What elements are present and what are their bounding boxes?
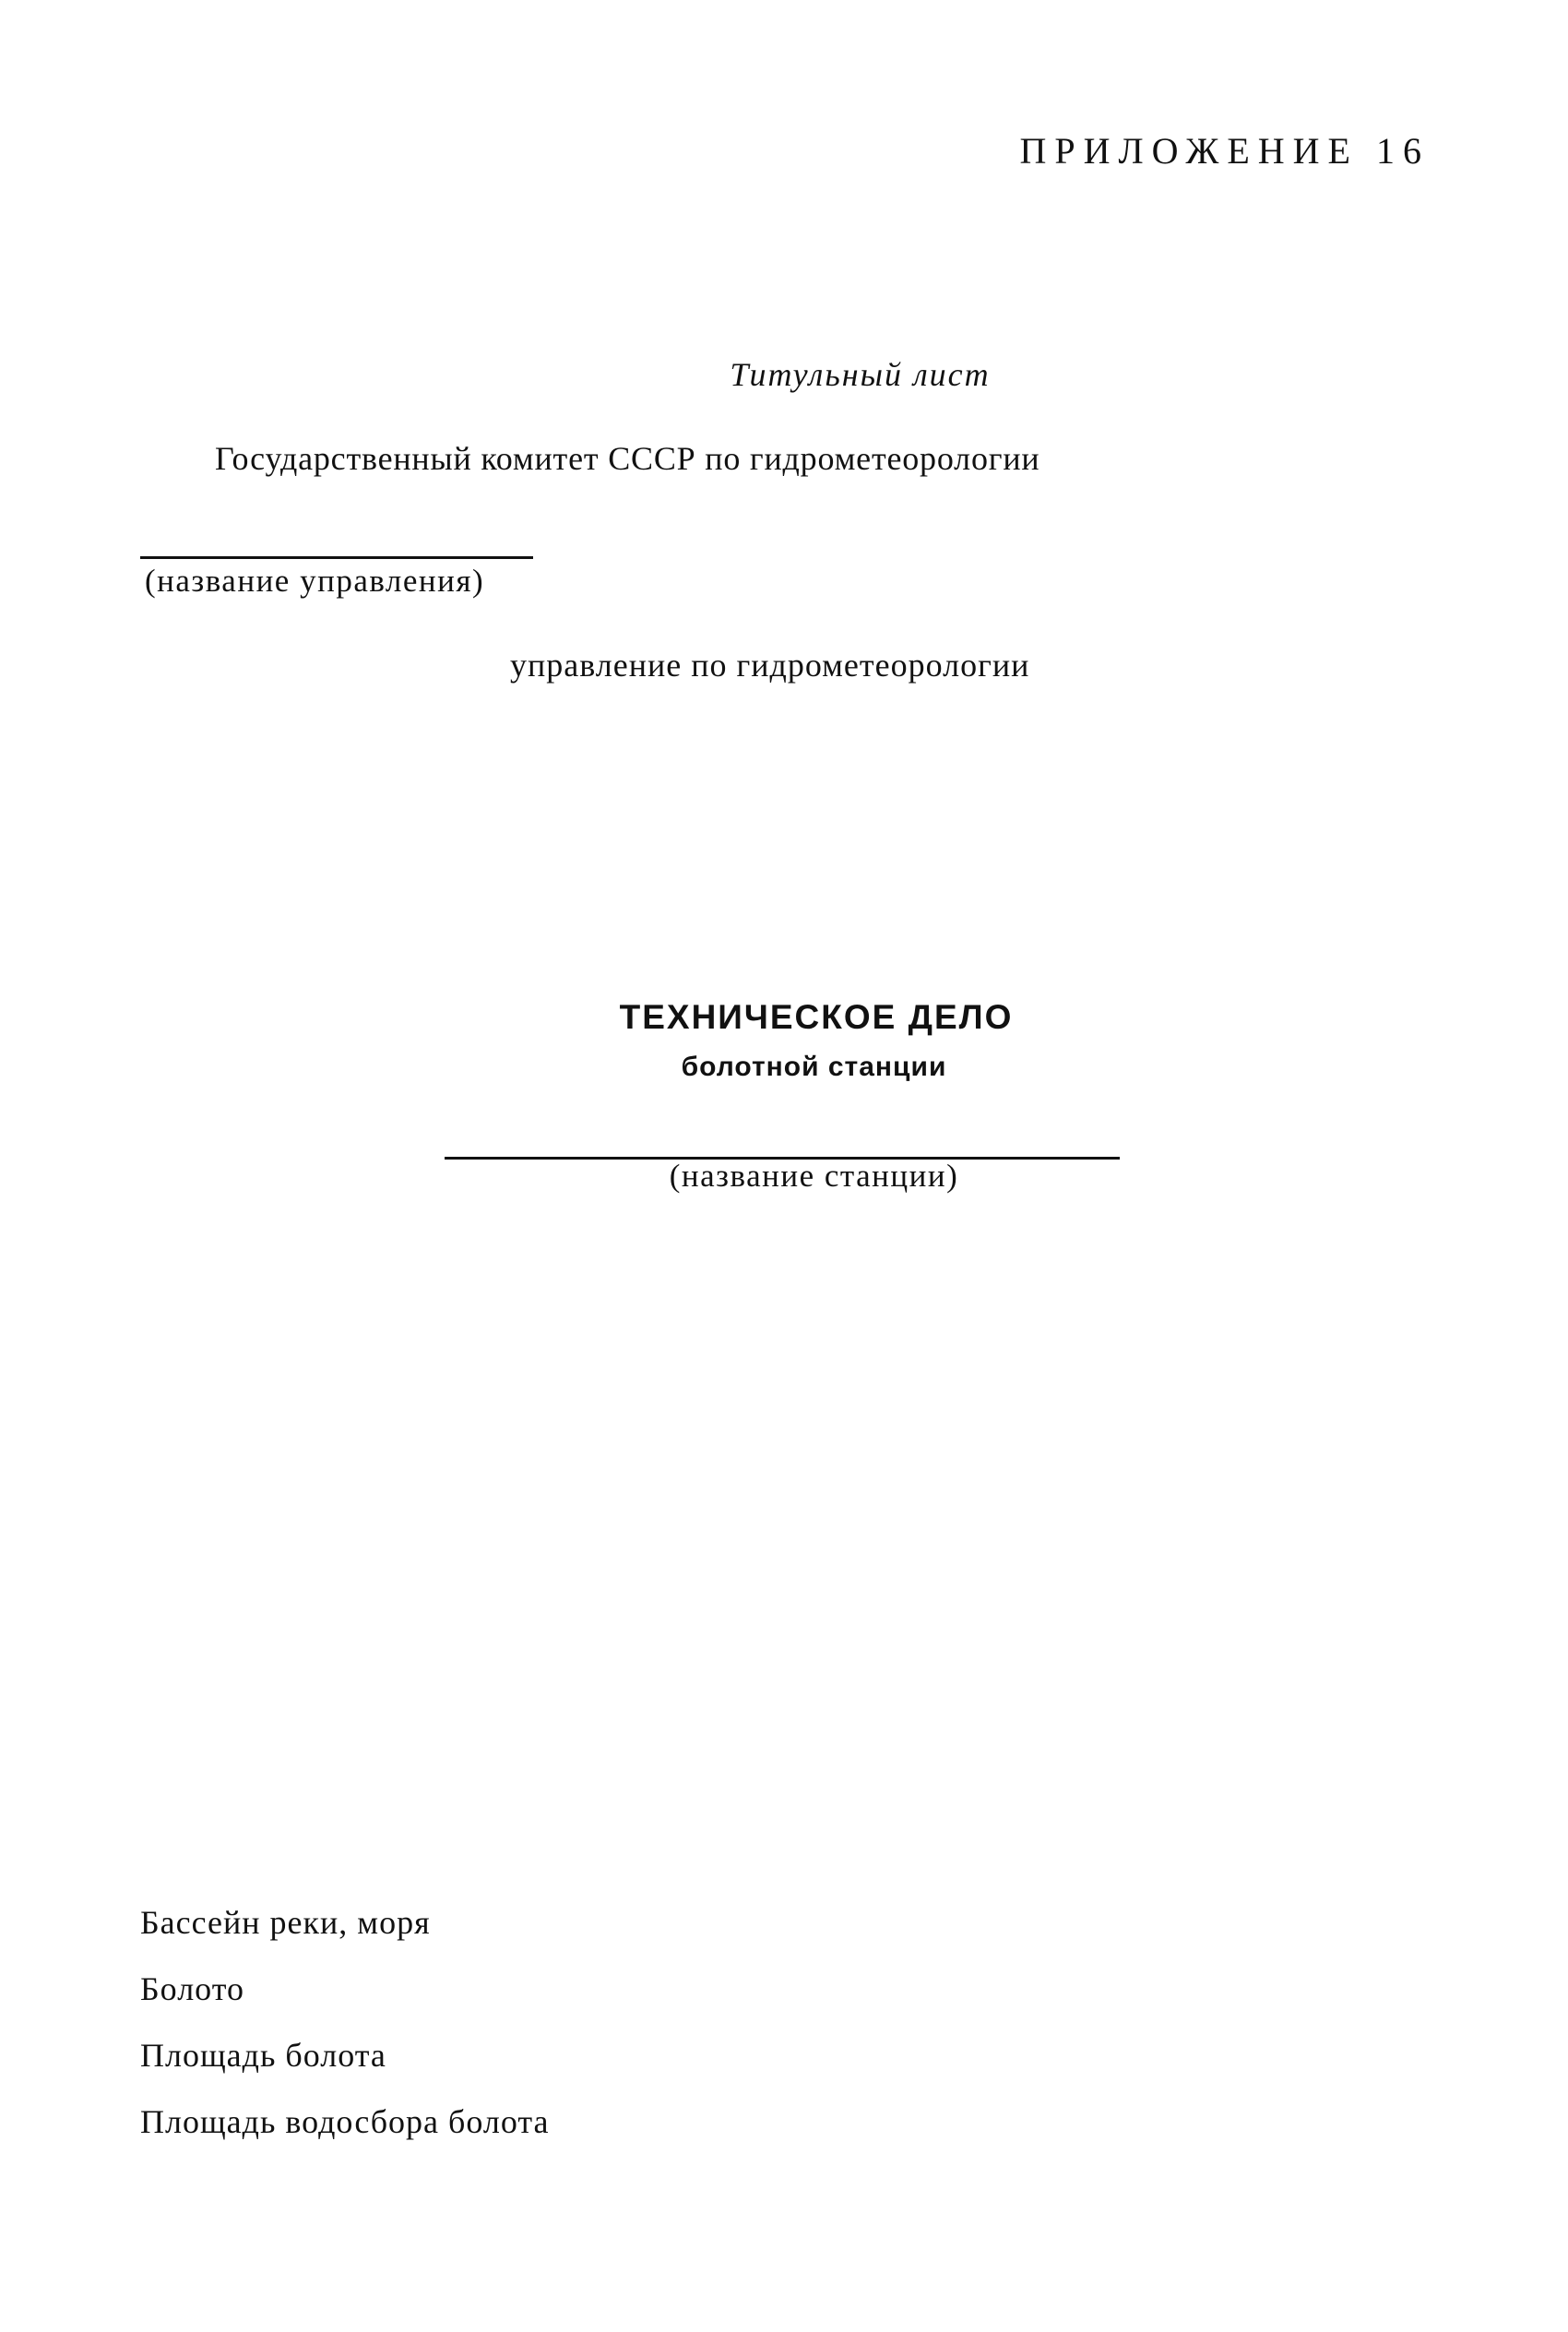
department-suffix: управление по гидрометеорологии (510, 647, 1030, 684)
department-caption: (название управления) (145, 563, 485, 599)
document-title-sub: болотной станции (681, 1052, 947, 1082)
committee-name: Государственный комитет СССР по гидрометеорологии (215, 440, 1040, 477)
station-caption: (название станции) (669, 1158, 959, 1194)
field-bog-area: Площадь болота (140, 2037, 386, 2074)
field-catchment-area: Площадь водосбора болота (140, 2103, 550, 2140)
field-bog: Болото (140, 1970, 244, 2007)
field-list (140, 1902, 550, 2168)
field-basin: Бассейн реки, моря (140, 1904, 431, 1941)
department-blank-line (140, 556, 533, 559)
page-subtitle: Титульный лист (730, 356, 991, 393)
appendix-label: ПРИЛОЖЕНИЕ 16 (1019, 130, 1430, 172)
document-title: ТЕХНИЧЕСКОЕ ДЕЛО (619, 998, 1014, 1036)
